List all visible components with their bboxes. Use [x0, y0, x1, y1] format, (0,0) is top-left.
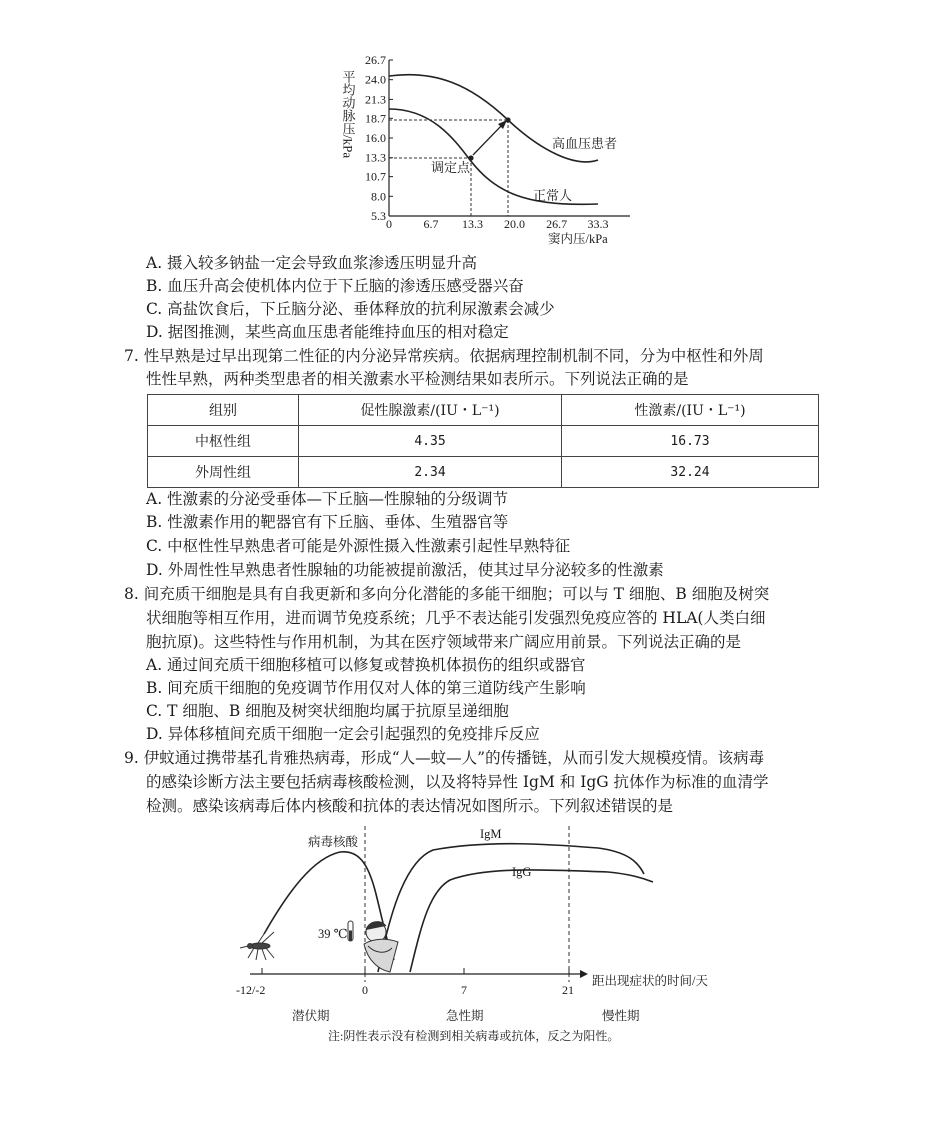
nucleic-acid-label: 病毒核酸 [308, 835, 359, 849]
phase-latent: 潜伏期 [292, 1009, 330, 1023]
table-row [148, 457, 819, 488]
q8-option-d: D. 异体移植间充质干细胞一定会引起强烈的免疫排斥反应 [146, 725, 540, 743]
sick-person-icon [348, 921, 398, 972]
shifted-dot [505, 117, 510, 122]
table-cell: 32.24 [562, 457, 819, 488]
q6-option-d: D. 据图推测，某些高血压患者能维持血压的相对稳定 [146, 323, 509, 341]
time-axis-label: 距出现症状的时间/天 [592, 974, 708, 988]
blood-pressure-chart [340, 52, 630, 250]
q7-option-d: D. 外周性性早熟患者性腺轴的功能被提前激活，使其过早分泌较多的性激素 [146, 561, 664, 579]
y-tick-label: 8.0 [371, 189, 386, 204]
y-tick-label: 24.0 [365, 72, 386, 87]
q7-stem-1: 7. 性早熟是过早出现第二性征的内分泌异常疾病。依据病理控制机制不同，分为中枢性和外周 [124, 347, 764, 365]
tick-label-21: 21 [562, 983, 574, 997]
q7-option-a: A. 性激素的分泌受垂体—下丘脑—性腺轴的分级调节 [146, 490, 509, 508]
y-tick-label: 26.7 [365, 53, 386, 67]
igg-label: IgG [512, 865, 532, 879]
q6-option-a: A. 摄入较多钠盐一定会导致血浆渗透压明显升高 [146, 254, 478, 272]
q7-option-b: B. 性激素作用的靶器官有下丘脑、垂体、生殖器官等 [146, 513, 509, 531]
phase-acute: 急性期 [446, 1009, 484, 1023]
phase-chronic: 慢性期 [602, 1009, 640, 1023]
table-cell: 16.73 [562, 426, 819, 457]
y-axis-label: 平均动脉压/kPa [340, 70, 356, 159]
y-tick-label: 13.3 [365, 150, 386, 165]
y-tick-label: 16.0 [365, 131, 386, 145]
y-tick-label: 10.7 [365, 169, 386, 184]
q9-stem-1: 9. 伊蚊通过携带基孔肯雅热病毒，形成“人—蚊—人”的传播链，从而引发大规模疫情。该病毒 [124, 749, 765, 767]
q8-stem-1: 8. 间充质干细胞是具有自我更新和多向分化潜能的多能干细胞；可以与 T 细胞、B 细胞及树突 [124, 585, 770, 603]
x-tick-label: 33.3 [587, 217, 609, 231]
table-header-row [148, 395, 819, 426]
table-header: 性激素/(IU・L⁻¹) [562, 395, 819, 426]
shift-arrow [473, 124, 503, 155]
table-cell: 外周性组 [148, 457, 299, 488]
igg-curve [410, 870, 653, 972]
igm-curve [378, 844, 644, 972]
setpoint-label: 调定点 [431, 160, 471, 175]
table-header: 组别 [148, 395, 299, 426]
x-tick-label: 26.7 [546, 217, 568, 231]
x-tick-label: 0 [386, 217, 392, 231]
x-tick-label: 13.3 [461, 217, 483, 231]
q7-option-c: C. 中枢性性早熟患者可能是外源性摄入性激素引起性早熟特征 [146, 537, 571, 555]
hormone-table [147, 394, 819, 488]
q7-stem-2: 性性早熟，两种类型患者的相关激素水平检测结果如表所示。下列说法正确的是 [146, 370, 689, 388]
tick-label-0: 0 [362, 983, 368, 997]
normal-label: 正常人 [533, 188, 573, 203]
y-tick-label: 5.3 [371, 209, 386, 223]
mosquito-icon [240, 928, 274, 960]
figure-note: 注:阴性表示没有检测到相关病毒或抗体，反之为阳性。 [328, 1029, 620, 1043]
tick-label-7: 7 [461, 983, 467, 997]
x-tick-label: 20.0 [504, 217, 526, 231]
time-axis-arrow [580, 970, 588, 978]
x-tick-labels [386, 217, 609, 231]
q9-stem-3: 检测。感染该病毒后体内核酸和抗体的表达情况如图所示。下列叙述错误的是 [146, 797, 674, 815]
q8-option-a: A. 通过间充质干细胞移植可以修复或替换机体损伤的组织或器官 [146, 656, 586, 674]
q8-stem-3: 胞抗原)。这些特性与作用机制，为其在医疗领域带来广阔应用前景。下列说法正确的是 [146, 633, 742, 651]
x-tick-label: 6.7 [423, 217, 439, 231]
y-tick-label: 21.3 [365, 92, 386, 107]
q6-option-b: B. 血压升高会使机体内位于下丘脑的渗透压感受器兴奋 [146, 277, 524, 295]
table-row [148, 426, 819, 457]
x-axis-label: 窦内压/kPa [548, 232, 608, 246]
q6-option-c: C. 高盐饮食后，下丘脑分泌、垂体释放的抗利尿激素会减少 [146, 300, 555, 318]
table-cell: 4.35 [299, 426, 562, 457]
q8-stem-2: 状细胞等相互作用，进而调节免疫系统；几乎不表达能引发强烈免疫应答的 HLA(人类白细 [146, 609, 766, 627]
q8-option-c: C. T 细胞、B 细胞及树突状细胞均属于抗原呈递细胞 [146, 702, 509, 720]
temperature-label: 39 ℃ [318, 927, 348, 941]
infection-timeline-chart [228, 822, 728, 1052]
table-cell: 2.34 [299, 457, 562, 488]
tick-label-m12: -12/-2 [236, 983, 266, 997]
hypertension-label: 高血压患者 [552, 136, 618, 151]
q9-stem-2: 的感染诊断方法主要包括病毒核酸检测，以及将特异性 IgM 和 IgG 抗体作为标准的血清学 [146, 773, 769, 791]
y-tick-label: 18.7 [365, 111, 386, 126]
table-header: 促性腺激素/(IU・L⁻¹) [299, 395, 562, 426]
igm-label: IgM [480, 827, 502, 841]
q8-option-b: B. 间充质干细胞的免疫调节作用仅对人体的第三道防线产生影响 [146, 679, 586, 697]
table-cell: 中枢性组 [148, 426, 299, 457]
